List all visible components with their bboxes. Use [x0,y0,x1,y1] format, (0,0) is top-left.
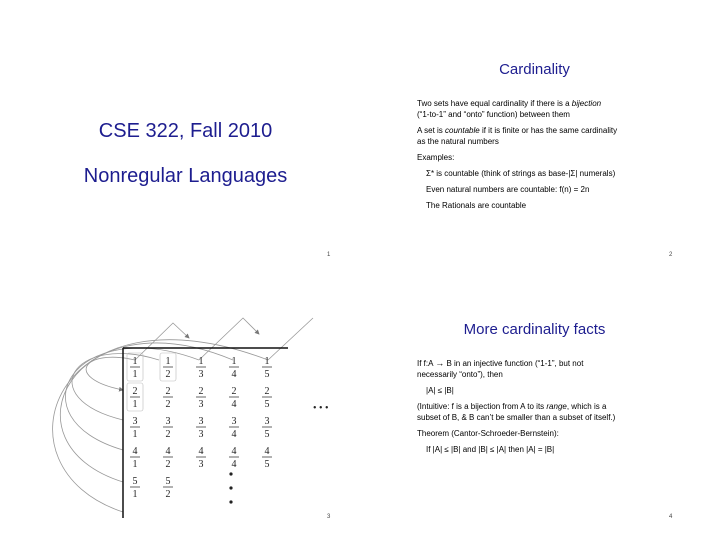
fraction-numerator: 2 [231,386,237,397]
fraction-numerator: 4 [231,446,237,457]
course-title: CSE 322, Fall 2010 [98,120,273,142]
topic-title: Nonregular Languages [83,165,288,187]
fraction-numerator: 1 [198,356,204,367]
fraction-numerator: 1 [231,356,237,367]
fraction-numerator: 2 [264,386,270,397]
fraction-numerator: 5 [132,476,138,487]
enumeration-arc [86,357,135,390]
countable-definition: A set is countable if it is finite or has the same cardinality as the natural numbers [417,126,618,146]
rationals-enumeration-diagram [13,278,358,528]
fraction-denominator: 5 [264,369,270,380]
enumeration-arc [60,343,233,482]
fraction-denominator: 4 [231,459,237,470]
fraction-numerator: 2 [165,386,171,397]
vertical-ellipsis-dot [229,486,232,489]
fraction-denominator: 4 [231,399,237,410]
fraction-denominator: 3 [198,429,204,440]
fraction-numerator: 4 [198,446,204,457]
fraction-denominator: 1 [132,399,138,410]
examples-heading: Examples: [417,153,455,162]
fraction-numerator: 3 [132,416,138,427]
page-number: 4 [669,514,673,520]
fraction-numerator: 3 [165,416,171,427]
intuition-note: (Intuitive: f is a bijection from A to its range, which is a subset of B, & B can’t be smaller than a subset of itself.) [417,402,616,422]
fraction-numerator: 3 [198,416,204,427]
fraction-numerator: 5 [165,476,171,487]
fraction-denominator: 3 [198,369,204,380]
fraction-denominator: 2 [165,429,171,440]
page-number: 2 [669,252,673,258]
theorem-statement: If |A| ≤ |B| and |B| ≤ |A| then |A| = |B| [426,445,555,454]
fraction-numerator: 1 [132,356,138,367]
fraction-denominator: 3 [198,399,204,410]
fraction-numerator: 4 [132,446,138,457]
fraction-numerator: 2 [132,386,138,397]
fraction-denominator: 1 [132,489,138,500]
fraction-denominator: 2 [165,489,171,500]
slide-1 [13,10,358,270]
page-number: 3 [327,514,331,520]
slide-body [417,98,687,216]
fraction-numerator: 4 [165,446,171,457]
fraction-numerator: 1 [165,356,171,367]
fraction-numerator: 3 [264,416,270,427]
fraction-denominator: 2 [165,399,171,410]
vertical-ellipsis-dot [229,472,232,475]
right-arrow-icon: → [435,358,445,368]
fraction-denominator: 5 [264,459,270,470]
slide-title: More cardinality facts [463,321,606,338]
fraction-numerator: 2 [198,386,204,397]
inequality: |A| ≤ |B| [426,386,454,395]
example-rationals: The Rationals are countable [426,201,527,210]
bijection-definition: Two sets have equal cardinality if there is a bijection (“1-to-1” and “onto” function) between them [417,99,602,119]
horizontal-ellipsis: • • • [313,403,329,414]
slide-4 [362,278,707,538]
fraction-denominator: 1 [132,369,138,380]
injective-statement: If f:A → B in an injective function (“1-1”, but not necessarily “onto”), then [417,358,584,379]
fraction-denominator: 1 [132,429,138,440]
example-sigma-star: Σ* is countable (think of strings as base-|Σ| numerals) [426,169,616,178]
fraction-denominator: 2 [165,459,171,470]
fraction-numerator: 4 [264,446,270,457]
fraction-denominator: 4 [231,369,237,380]
enumeration-arc [268,318,313,360]
slide-body [417,358,687,460]
example-even-naturals: Even natural numbers are countable: f(n) = 2n [426,185,590,194]
slide-3 [13,278,358,538]
fraction-denominator: 2 [165,369,171,380]
page-number: 1 [327,252,331,258]
fraction-denominator: 3 [198,459,204,470]
fraction-denominator: 1 [132,459,138,470]
fraction-denominator: 4 [231,429,237,440]
slide-2 [362,10,707,270]
fraction-numerator: 3 [231,416,237,427]
vertical-ellipsis-dot [229,500,232,503]
fraction-numerator: 1 [264,356,270,367]
enumeration-arc [72,354,159,420]
fraction-denominator: 5 [264,429,270,440]
theorem-heading: Theorem (Cantor-Schroeder-Bernstein): [417,429,559,438]
slide-title: Cardinality [499,61,570,78]
fraction-denominator: 5 [264,399,270,410]
